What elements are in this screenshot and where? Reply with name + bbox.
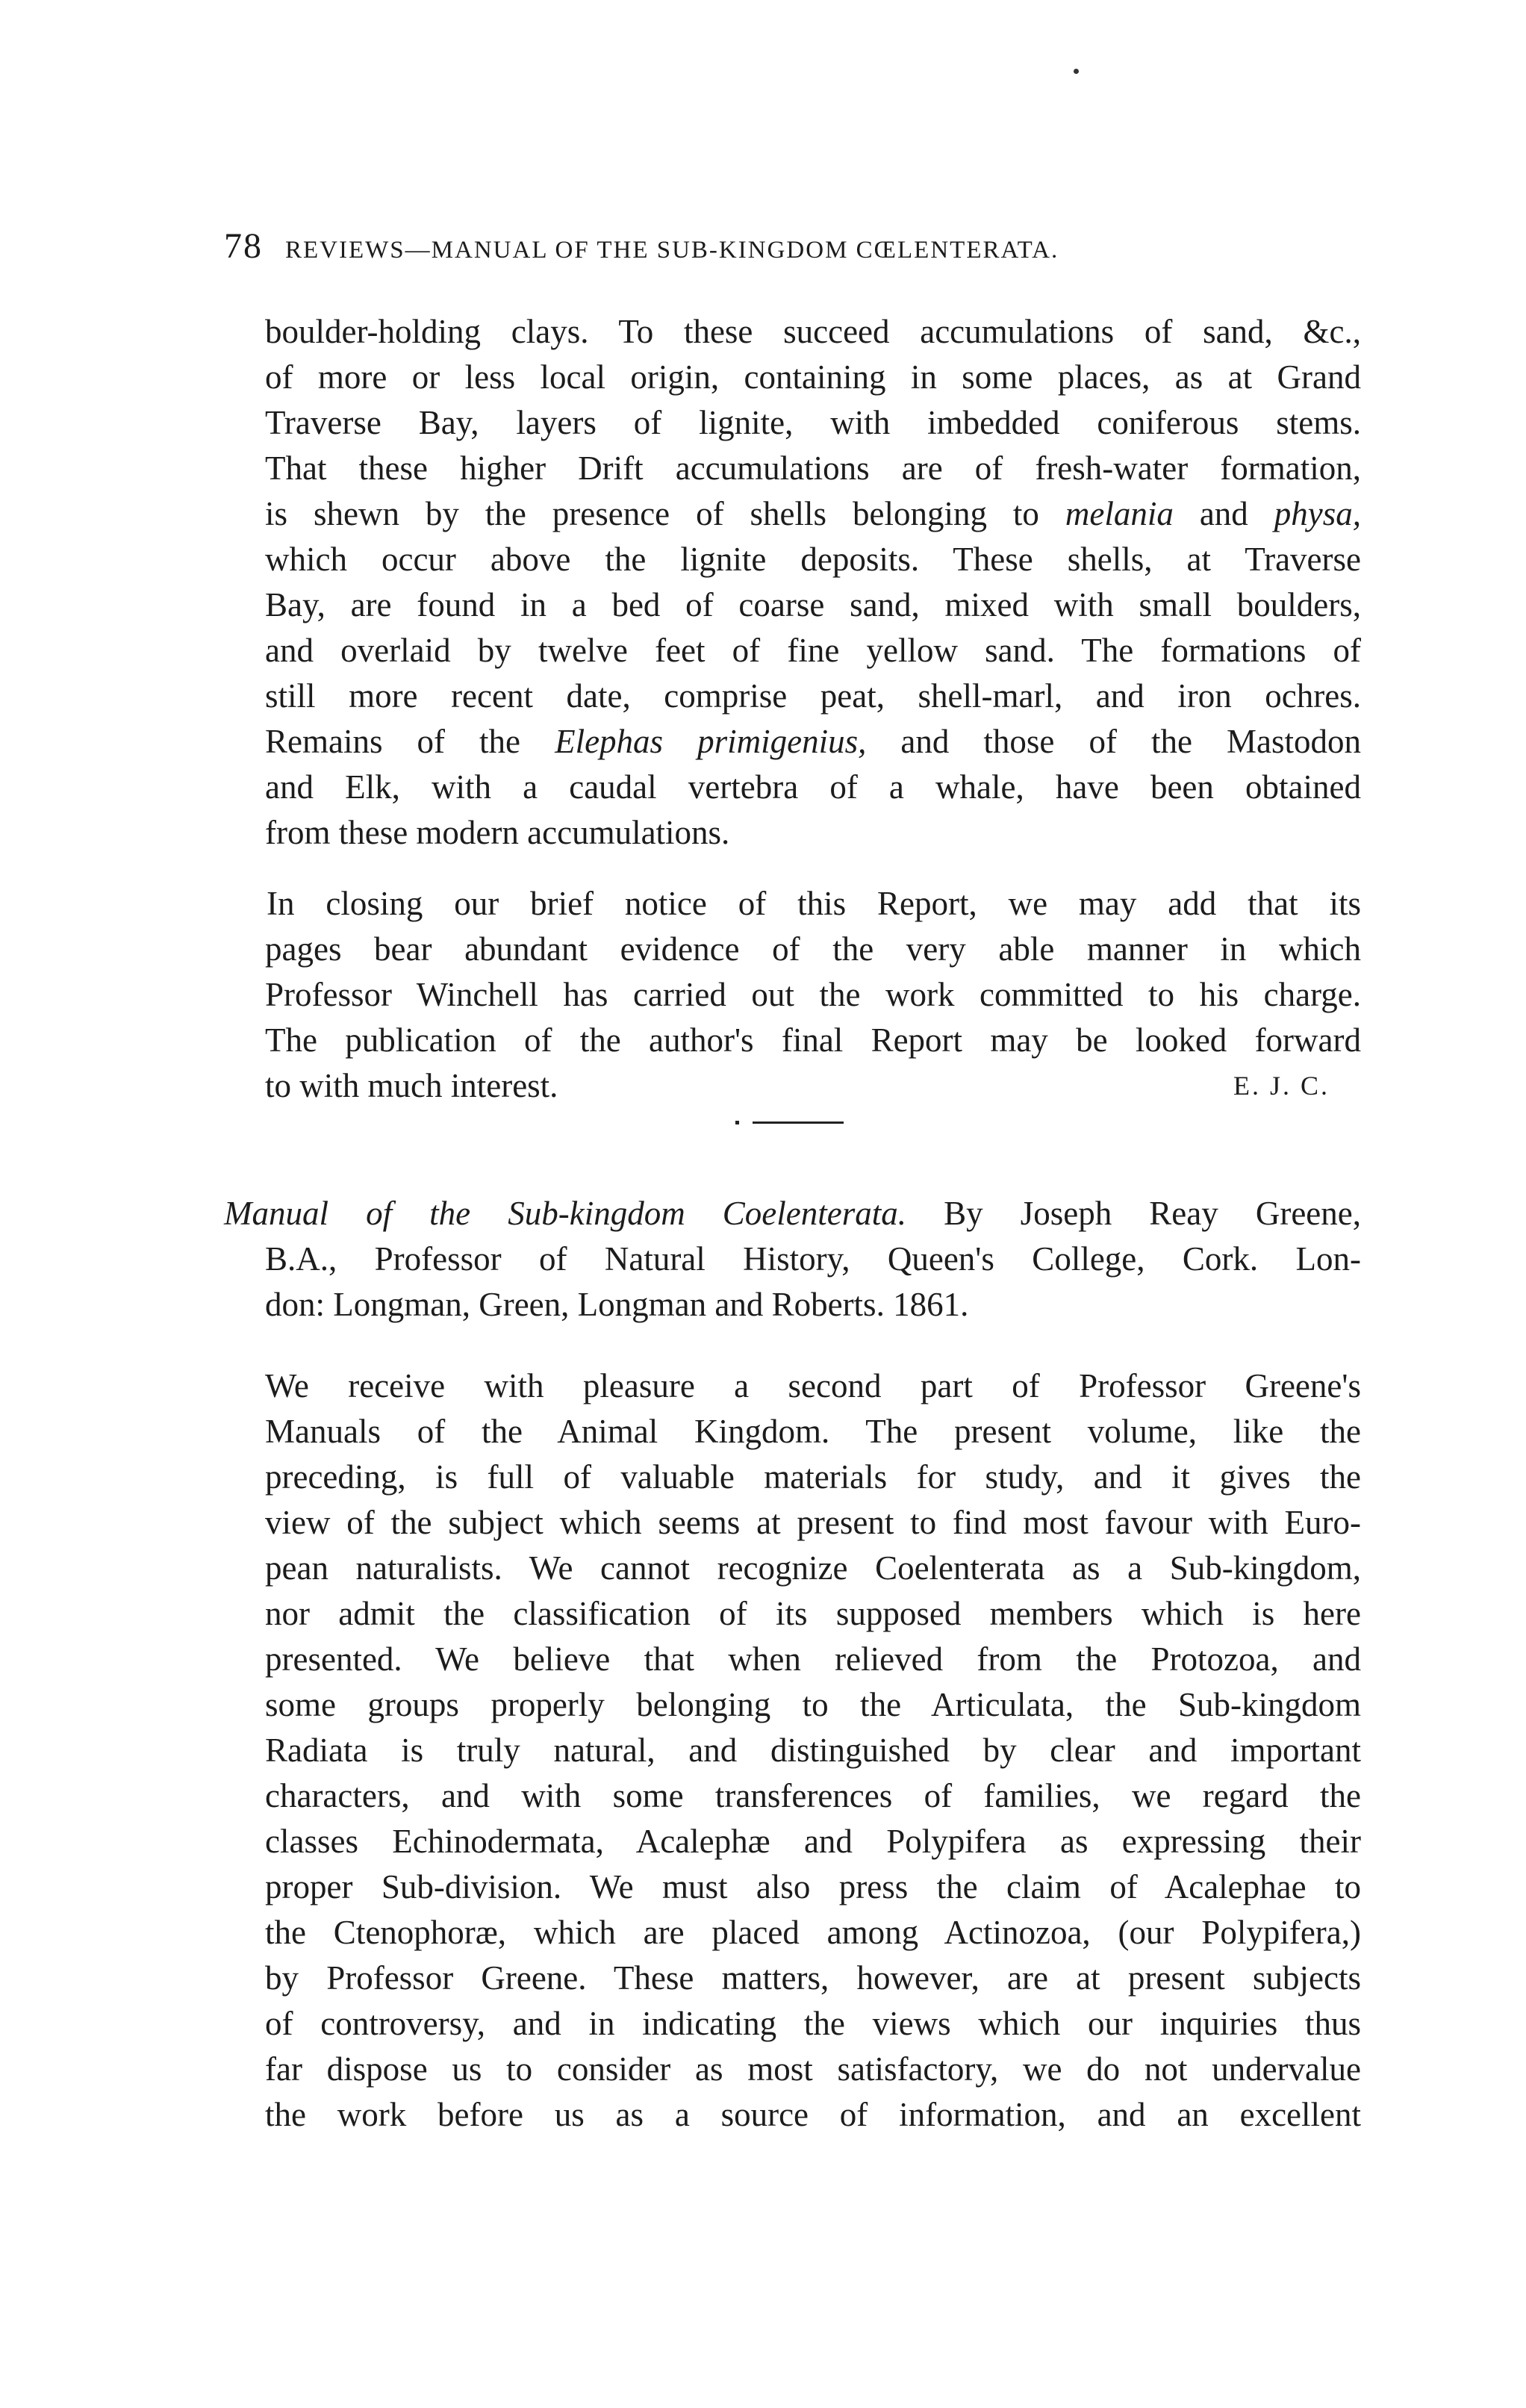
text-line: from these modern accumulations. — [265, 814, 730, 851]
text-line: Bay, are found in a bed of coarse sand, mixed with small boulders, — [265, 586, 1361, 623]
text-line: We receive with pleasure a second part of Professor Greene's — [265, 1367, 1361, 1404]
text-line: That these higher Drift accumulations are of fresh-water formation, — [265, 449, 1361, 487]
text-line: boulder-holding clays. To these succeed accumulations of sand, &c., — [265, 313, 1361, 350]
section-divider — [753, 1121, 844, 1124]
text-line: some groups properly belonging to the Articulata, the Sub-kingdom — [265, 1686, 1361, 1723]
text-line: pean naturalists. We cannot recognize Coelenterata as a Sub-kingdom, — [265, 1549, 1361, 1587]
text-line: far dispose us to consider as most satisfactory, we do not undervalue — [265, 2050, 1361, 2088]
text-line: Manuals of the Animal Kingdom. The present volume, like the — [265, 1413, 1361, 1450]
text-line: Radiata is truly natural, and distinguished by clear and important — [265, 1732, 1361, 1769]
citation-line: Manual of the Sub-kingdom Coelenterata. By Joseph Reay Greene, — [224, 1195, 1361, 1232]
text-line: preceding, is full of valuable materials for study, and it gives the — [265, 1458, 1361, 1496]
paragraph-review-body — [265, 1363, 1361, 2138]
text-line: characters, and with some transferences of families, we regard the — [265, 1777, 1361, 1814]
text-line: In closing our brief notice of this Report, we may add that its — [267, 885, 1361, 922]
paragraph-closing-notice — [265, 881, 1361, 1109]
text-line: which occur above the lignite deposits. These shells, at Traverse — [265, 541, 1361, 578]
book-title: Manual of the Sub-kingdom Coelenterata. — [224, 1195, 906, 1232]
citation-line: B.A., Professor of Natural History, Queen's College, Cork. Lon- — [265, 1240, 1361, 1278]
text-line: Professor Winchell has carried out the work committed to his charge. — [265, 976, 1361, 1013]
text-line: and overlaid by twelve feet of fine yellow sand. The formations of — [265, 632, 1361, 669]
text-line: nor admit the classification of its supposed members which is here — [265, 1595, 1361, 1632]
running-title: REVIEWS—MANUAL OF THE SUB-KINGDOM CŒLENTERATA. — [285, 237, 1059, 264]
text-line: Remains of the Elephas primigenius, and those of the Mastodon — [265, 723, 1362, 760]
italic-term-melania: melania — [1065, 495, 1174, 532]
italic-term-physa: physa, — [1274, 495, 1362, 532]
text-line: The publication of the author's final Report may be looked forward — [265, 1021, 1361, 1059]
text-line: the Ctenophoræ, which are placed among Actinozoa, (our Polypifera,) — [265, 1914, 1361, 1951]
closing-line-row — [265, 1063, 1361, 1109]
text-line: still more recent date, comprise peat, shell-marl, and iron ochres. — [265, 677, 1361, 715]
citation-line: don: Longman, Green, Longman and Roberts. 1861. — [265, 1286, 969, 1323]
text-line: to with much interest. — [265, 1067, 558, 1104]
italic-term-elephas: Elephas primigenius, — [555, 723, 867, 760]
text-line: the work before us as a source of information, and an excellent — [265, 2096, 1361, 2133]
text-line: view of the subject which seems at present to find most favour with Euro- — [265, 1504, 1361, 1541]
text-line: and Elk, with a caudal vertebra of a whale, have been obtained — [265, 768, 1361, 806]
text-line: is shewn by the presence of shells belonging to melania and physa, — [265, 495, 1362, 532]
text-line: pages bear abundant evidence of the very able manner in which — [265, 930, 1361, 968]
reviewer-signature: E. J. C. — [1233, 1071, 1330, 1101]
paragraph-drift-report — [265, 309, 1361, 856]
text-line: presented. We believe that when relieved from the Protozoa, and — [265, 1640, 1361, 1678]
text-line: of more or less local origin, containing in some places, as at Grand — [265, 358, 1361, 396]
running-head — [224, 225, 1329, 267]
book-citation — [224, 1191, 1361, 1328]
text-line: classes Echinodermata, Acalephæ and Polypifera as expressing their — [265, 1823, 1361, 1860]
text-line: of controversy, and in indicating the views which our inquiries thus — [265, 2005, 1361, 2042]
text-line: proper Sub-division. We must also press the claim of Acalephae to — [265, 1868, 1361, 1905]
stray-ink-mark — [1074, 69, 1079, 74]
page-number: 78 — [224, 226, 263, 266]
text-line: by Professor Greene. These matters, however, are at present subjects — [265, 1959, 1361, 1997]
separator-dot — [735, 1121, 739, 1124]
text-line: Traverse Bay, layers of lignite, with imbedded coniferous stems. — [265, 404, 1361, 441]
